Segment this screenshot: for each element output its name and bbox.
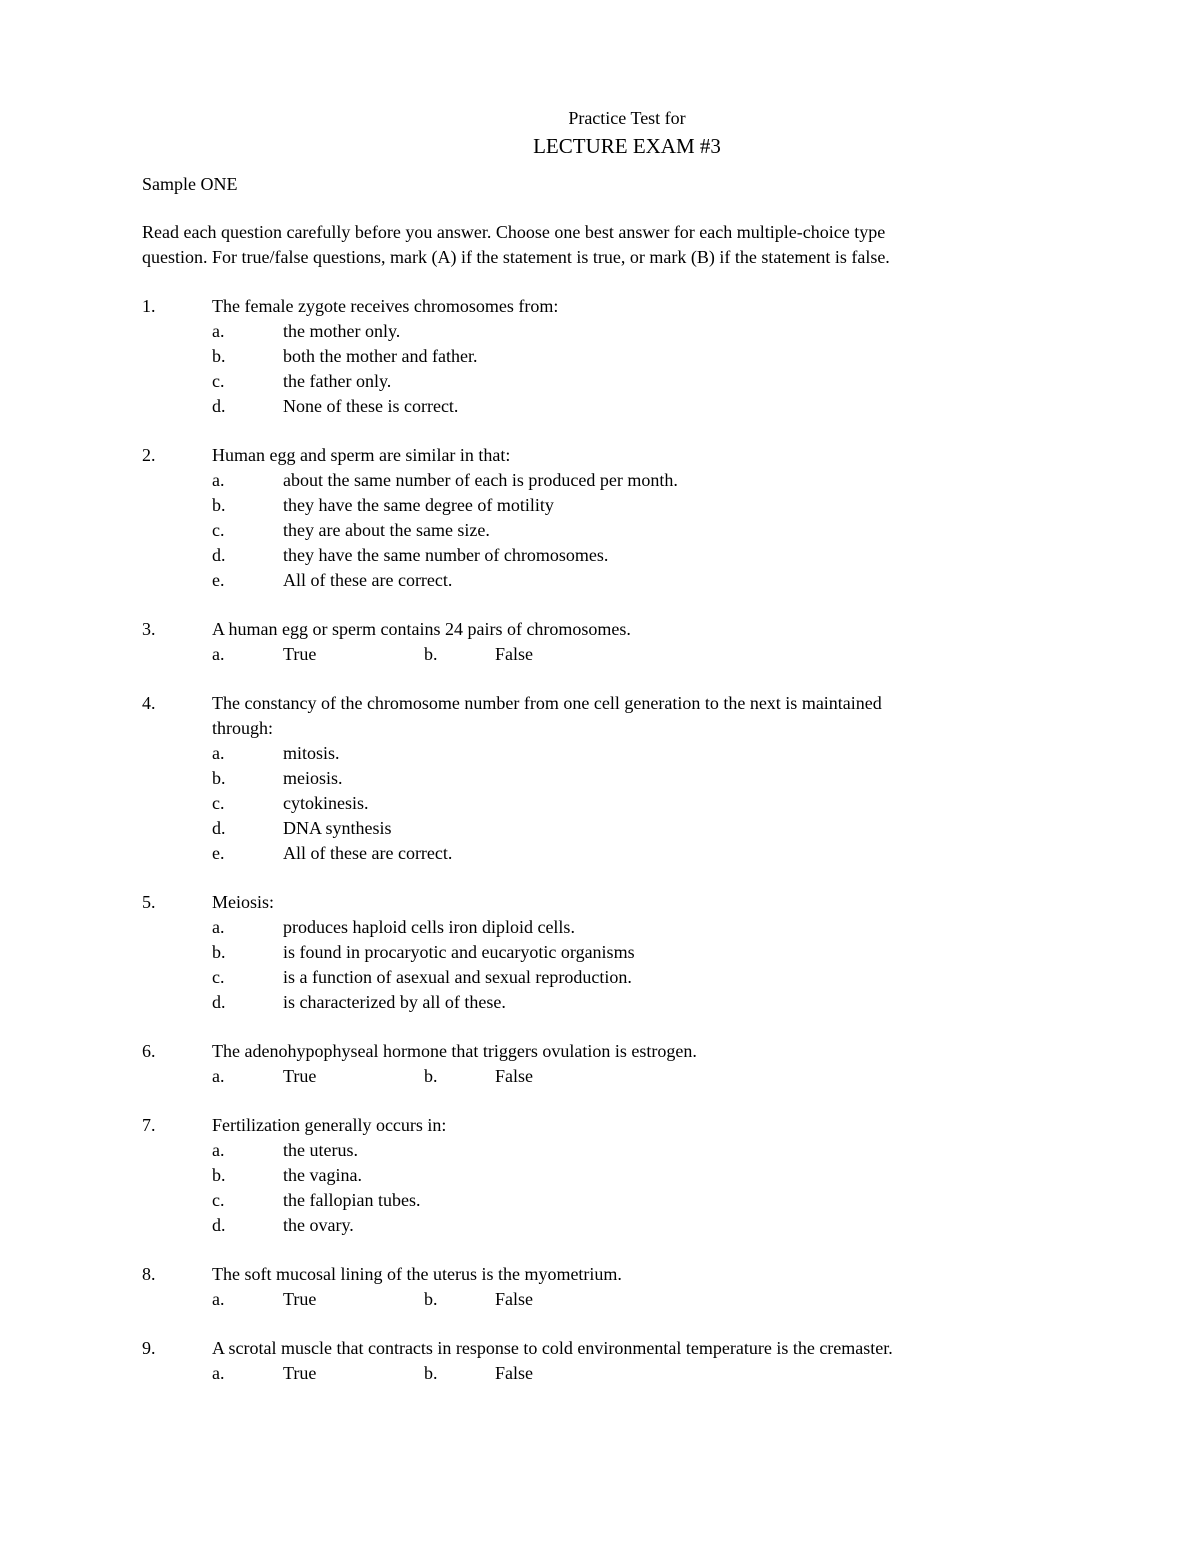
option-text: None of these is correct.: [283, 396, 459, 416]
question-text: [212, 1113, 446, 1138]
option-text: the fallopian tubes.: [283, 1190, 421, 1210]
option-letter: b.: [424, 1363, 438, 1383]
option-text-true: True: [283, 1066, 317, 1086]
question-6: [142, 1039, 1062, 1089]
question-stem: [142, 1336, 1062, 1361]
option-text: the uterus.: [283, 1140, 358, 1160]
true-false-options: [212, 1064, 1062, 1089]
question-stem: [142, 890, 1062, 915]
option-letter: b.: [424, 1289, 438, 1309]
option-text: they are about the same size.: [283, 520, 490, 540]
option-letter: d.: [212, 818, 226, 838]
true-false-options: [212, 1287, 1062, 1312]
sample-label: Sample ONE: [142, 174, 238, 194]
option-text: All of these are correct.: [283, 843, 453, 863]
question-number: 3.: [142, 619, 156, 639]
option-text: DNA synthesis: [283, 818, 392, 838]
option-letter: a.: [212, 1363, 225, 1383]
answer-option: [212, 493, 1062, 518]
question-text-line: The adenohypophyseal hormone that triggers ovulation is estrogen.: [212, 1041, 697, 1061]
true-false-options: [212, 642, 1062, 667]
answer-option: [212, 369, 1062, 394]
option-text-true: True: [283, 1363, 317, 1383]
option-text: the mother only.: [283, 321, 401, 341]
answer-option: [212, 1188, 1062, 1213]
option-letter: c.: [212, 793, 225, 813]
option-letter: b.: [212, 346, 226, 366]
option-letter: a.: [212, 644, 225, 664]
question-text: [212, 617, 631, 642]
question-number: 6.: [142, 1041, 156, 1061]
option-text-false: False: [495, 1289, 533, 1309]
question-stem: [142, 691, 1062, 741]
option-text: the father only.: [283, 371, 392, 391]
option-letter: a.: [212, 1140, 225, 1160]
answer-option: [212, 816, 1062, 841]
option-text-true: True: [283, 1289, 317, 1309]
question-stem: [142, 617, 1062, 642]
answer-option: [212, 791, 1062, 816]
question-2: [142, 443, 1062, 593]
question-text: [212, 294, 558, 319]
question-number: 9.: [142, 1338, 156, 1358]
question-text-line: The female zygote receives chromosomes from:: [212, 296, 559, 316]
question-8: [142, 1262, 1062, 1312]
option-letter: c.: [212, 967, 225, 987]
question-stem: [142, 1262, 1062, 1287]
answer-option: [212, 766, 1062, 791]
instructions-line-2: question. For true/false questions, mark (A) if the statement is true, or mark (B) if the statement is false.: [142, 247, 890, 267]
question-text: [212, 691, 882, 741]
question-text: [212, 1039, 697, 1064]
question-number: 5.: [142, 892, 156, 912]
question-4: [142, 691, 1062, 866]
answer-option: [212, 543, 1062, 568]
option-text-false: False: [495, 1066, 533, 1086]
instructions: [142, 220, 1062, 270]
question-3: [142, 617, 1062, 667]
option-letter: e.: [212, 570, 225, 590]
option-letter: d.: [212, 545, 226, 565]
question-5: [142, 890, 1062, 1015]
answer-option: [212, 468, 1062, 493]
option-letter: d.: [212, 396, 226, 416]
question-number: 4.: [142, 693, 156, 713]
question-number: 2.: [142, 445, 156, 465]
option-letter: a.: [212, 743, 225, 763]
question-number: 8.: [142, 1264, 156, 1284]
question-number: 1.: [142, 296, 156, 316]
question-text-line: The constancy of the chromosome number from one cell generation to the next is maintained: [212, 693, 882, 713]
instructions-line-1: Read each question carefully before you answer. Choose one best answer for each multiple-choice type: [142, 222, 886, 242]
question-7: [142, 1113, 1062, 1238]
option-letter: c.: [212, 371, 225, 391]
answer-option: [212, 518, 1062, 543]
option-letter: b.: [212, 495, 226, 515]
question-list: [142, 294, 1062, 1386]
option-text: All of these are correct.: [283, 570, 453, 590]
option-letter: b.: [212, 768, 226, 788]
answer-option: [212, 990, 1062, 1015]
true-false-options: [212, 1361, 1062, 1386]
option-text: mitosis.: [283, 743, 340, 763]
option-letter: a.: [212, 1289, 225, 1309]
option-text: produces haploid cells iron diploid cells.: [283, 917, 575, 937]
question-text: [212, 1336, 893, 1361]
question-text-line: A human egg or sperm contains 24 pairs of chromosomes.: [212, 619, 631, 639]
question-text: [212, 890, 274, 915]
question-text-line: A scrotal muscle that contracts in response to cold environmental temperature is the cremaster.: [212, 1338, 893, 1358]
answer-option: [212, 1163, 1062, 1188]
option-text: is found in procaryotic and eucaryotic organisms: [283, 942, 635, 962]
option-text: they have the same degree of motility: [283, 495, 554, 515]
question-stem: [142, 294, 1062, 319]
question-stem: [142, 443, 1062, 468]
option-letter: d.: [212, 992, 226, 1012]
option-letter: b.: [424, 1066, 438, 1086]
title-line-2: LECTURE EXAM #3: [533, 134, 721, 158]
option-text: both the mother and father.: [283, 346, 478, 366]
option-text: the ovary.: [283, 1215, 354, 1235]
question-text-line: through:: [212, 718, 273, 738]
answer-option: [212, 394, 1062, 419]
question-text-line: Fertilization generally occurs in:: [212, 1115, 447, 1135]
option-letter: a.: [212, 1066, 225, 1086]
option-text: about the same number of each is produced per month.: [283, 470, 678, 490]
question-text: [212, 1262, 622, 1287]
option-letter: a.: [212, 917, 225, 937]
question-stem: [142, 1039, 1062, 1064]
question-text-line: Meiosis:: [212, 892, 275, 912]
question-text-line: Human egg and sperm are similar in that:: [212, 445, 511, 465]
answer-option: [212, 915, 1062, 940]
question-stem: [142, 1113, 1062, 1138]
answer-option: [212, 568, 1062, 593]
answer-option: [212, 344, 1062, 369]
question-number: 7.: [142, 1115, 156, 1135]
exam-document: [142, 104, 1062, 1410]
option-letter: a.: [212, 321, 225, 341]
option-text: cytokinesis.: [283, 793, 369, 813]
answer-option: [212, 965, 1062, 990]
option-text-false: False: [495, 1363, 533, 1383]
option-letter: b.: [212, 942, 226, 962]
answer-option: [212, 940, 1062, 965]
option-letter: c.: [212, 1190, 225, 1210]
answer-option: [212, 1138, 1062, 1163]
option-text: the vagina.: [283, 1165, 362, 1185]
option-letter: d.: [212, 1215, 226, 1235]
answer-option: [212, 841, 1062, 866]
option-text-true: True: [283, 644, 317, 664]
option-letter: a.: [212, 470, 225, 490]
answer-option: [212, 1213, 1062, 1238]
answer-option: [212, 319, 1062, 344]
option-letter: b.: [212, 1165, 226, 1185]
option-text: is a function of asexual and sexual reproduction.: [283, 967, 632, 987]
question-1: [142, 294, 1062, 419]
answer-option: [212, 741, 1062, 766]
option-text: meiosis.: [283, 768, 343, 788]
question-text-line: The soft mucosal lining of the uterus is the myometrium.: [212, 1264, 622, 1284]
option-letter: e.: [212, 843, 225, 863]
option-letter: b.: [424, 644, 438, 664]
question-text: [212, 443, 510, 468]
option-text: is characterized by all of these.: [283, 992, 506, 1012]
question-9: [142, 1336, 1062, 1386]
option-letter: c.: [212, 520, 225, 540]
option-text-false: False: [495, 644, 533, 664]
title-line-1: Practice Test for: [568, 108, 686, 128]
option-text: they have the same number of chromosomes.: [283, 545, 609, 565]
